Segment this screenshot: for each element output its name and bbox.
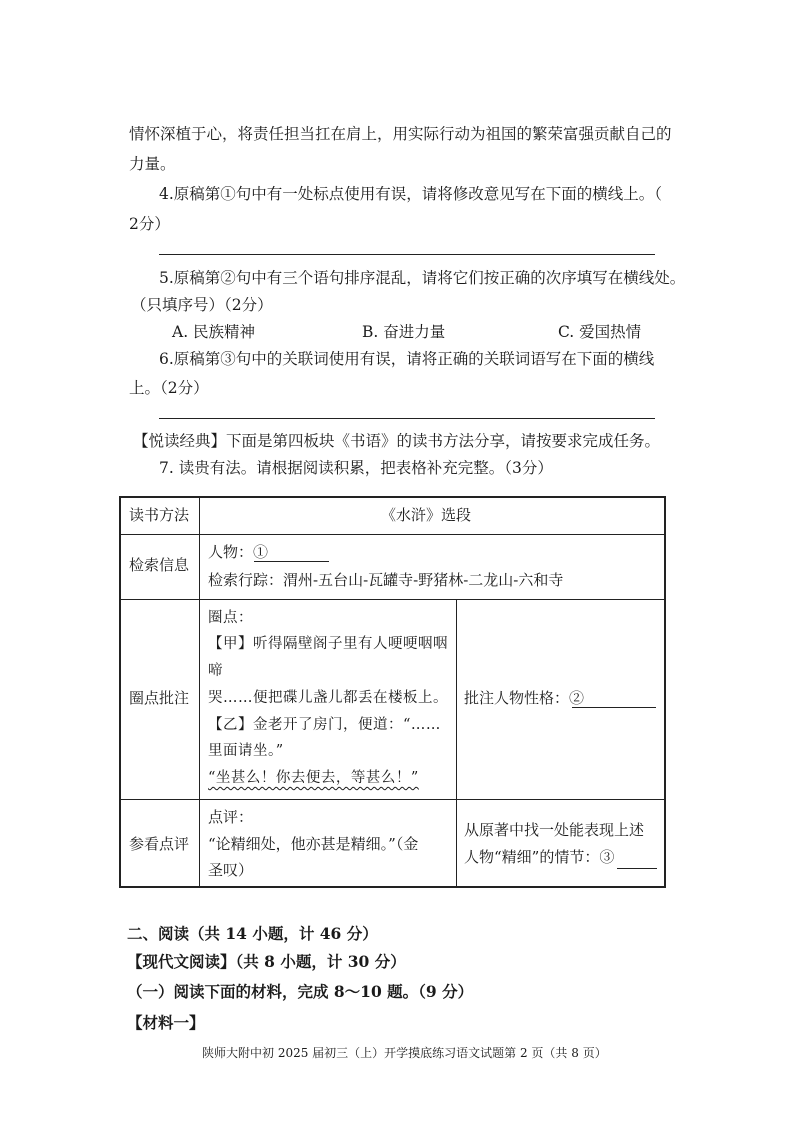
- yuedu-jingdian-intro: 【悦读经典】下面是第四板块《书语》的读书方法分享，请按要求完成任务。: [133, 432, 661, 450]
- row-label-retrieve-info: 检索信息: [129, 556, 190, 574]
- character-trait-prompt: 批注人物性格：②: [464, 689, 585, 707]
- character-blank-prompt: 人物：①: [208, 543, 269, 561]
- question-5-line-2: （只填序号）（2分）: [131, 296, 273, 314]
- plot-prompt-line-2: 人物“精细”的情节：③: [464, 848, 615, 866]
- excerpt-yi-line-3: “坐甚么！你去便去，等甚么！”: [208, 770, 419, 786]
- answer-line-q4[interactable]: [159, 254, 655, 255]
- row-label-commentary: 参看点评: [129, 835, 190, 853]
- question-5-line-1: 5.原稿第②句中有三个语句排序混乱，请将它们按正确的次序填写在横线处。: [159, 269, 686, 287]
- answer-line-plot[interactable]: [617, 868, 657, 869]
- excerpt-yi-line-1: 【乙】金老开了房门，便道：“……: [208, 717, 441, 733]
- section-2-title: 二、阅读（共 14 小题，计 46 分）: [127, 924, 378, 943]
- annotation-heading: 圈点：: [208, 610, 253, 626]
- route-trace: 检索行踪：渭州-五台山-瓦罐寺-野猪林-二龙山-六和寺: [208, 571, 564, 589]
- material-1-label: 【材料一】: [127, 1013, 205, 1032]
- answer-line-q6[interactable]: [159, 418, 655, 419]
- header-reading-method: 读书方法: [129, 506, 190, 524]
- commentary-quote: “论精细处，他亦甚是精细。”（金: [208, 835, 419, 853]
- row-label-annotation: 圈点批注: [129, 689, 190, 707]
- excerpt-yi-line-2: 里面请坐。”: [208, 743, 284, 759]
- option-c: C. 爱国热情: [558, 323, 642, 341]
- excerpt-jia-line-2: 啼: [208, 663, 223, 679]
- commentary-heading: 点评：: [208, 808, 254, 826]
- question-4-line-2: 2分）: [129, 215, 170, 233]
- question-6-line-2: 上。（2分）: [129, 379, 209, 397]
- excerpt-jia-line-1: 【甲】听得隔壁阁子里有人哽哽咽咽: [208, 636, 448, 652]
- reading-method-table: [119, 496, 665, 888]
- part-1-instruction: （一）阅读下面的材料，完成 8～10 题。（9 分）: [127, 982, 474, 1001]
- question-6-line-1: 6.原稿第③句中的关联词使用有误，请将正确的关联词语写在下面的横线: [159, 350, 655, 368]
- plot-prompt-line-1: 从原著中找一处能表现上述: [464, 821, 645, 839]
- option-b: B. 奋进力量: [362, 323, 446, 341]
- page-footer: 陕师大附中初 2025 届初三（上）开学摸底练习语文试题第 2 页（共 8 页）: [202, 1046, 607, 1060]
- answer-line-trait[interactable]: [572, 707, 656, 708]
- intro-line-2: 力量。: [129, 155, 176, 173]
- answer-line-character[interactable]: [254, 561, 329, 562]
- commentary-source: 圣叹）: [208, 861, 254, 879]
- question-7: 7. 读贵有法。请根据阅读积累，把表格补充完整。（3分）: [159, 459, 553, 477]
- option-a: A. 民族精神: [172, 323, 256, 341]
- intro-line-1: 情怀深植于心，将责任担当扛在肩上，用实际行动为祖国的繁荣富强贡献自己的: [129, 125, 672, 143]
- header-shuihu-excerpt: 《水浒》选段: [381, 506, 472, 524]
- question-4-line-1: 4.原稿第①句中有一处标点使用有误，请将修改意见写在下面的横线上。（: [159, 185, 663, 203]
- excerpt-jia-line-3: 哭……便把碟儿盏儿都丢在楼板上。: [208, 690, 448, 706]
- modern-reading-heading: 【现代文阅读】（共 8 小题，计 30 分）: [127, 952, 406, 971]
